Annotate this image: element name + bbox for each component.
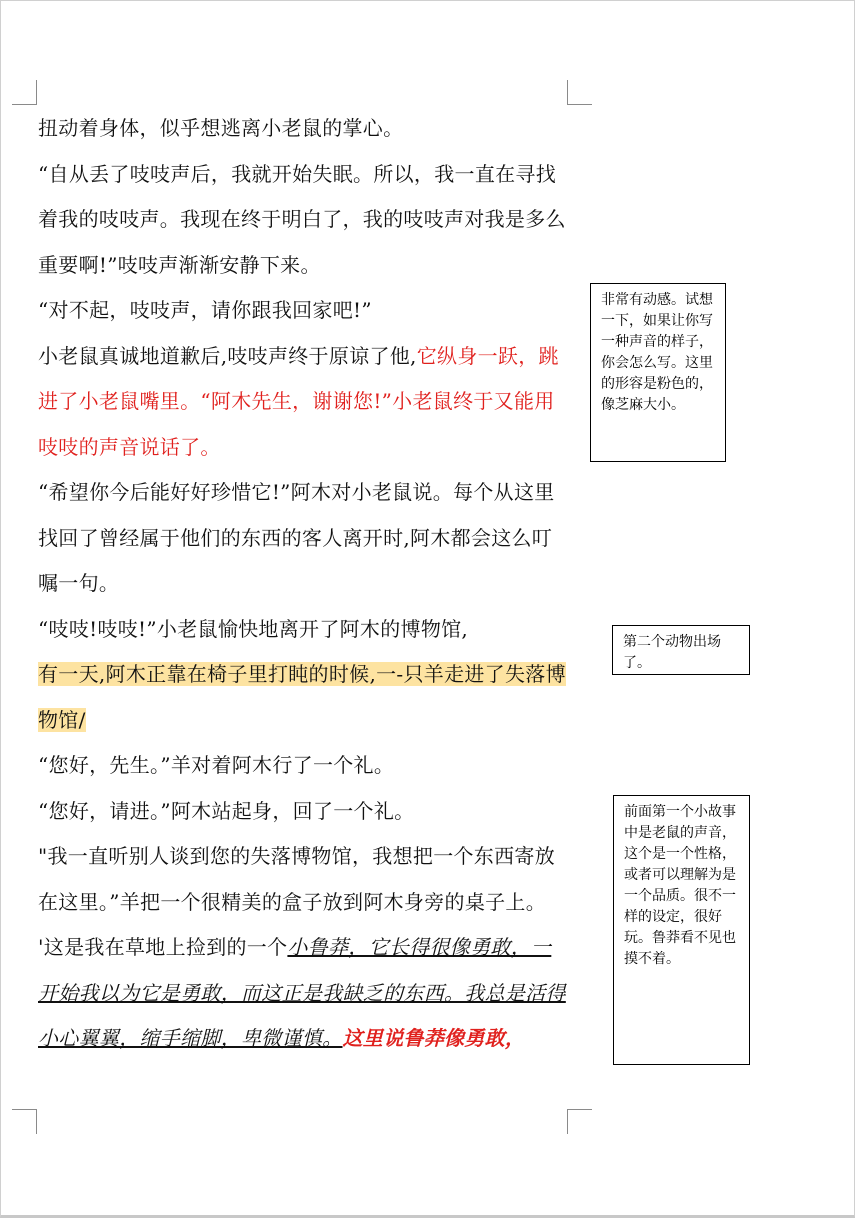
document-body[interactable] [38,106,568,1062]
comment-text: 第二个动物出场了。 [623,634,721,671]
paragraph [38,834,568,925]
red-bold-annotation: 这里说鲁莽像勇敢， [342,1026,526,1050]
paragraph [38,652,568,743]
paragraph [38,152,568,289]
comment-box[interactable] [612,625,750,675]
comment-box[interactable] [613,795,750,1065]
paragraph [38,470,568,607]
paragraph [38,789,568,835]
paragraph [38,288,568,334]
crop-mark-top-left [12,80,37,105]
paragraph-text: “自从丢了吱吱声后，我就开始失眠。所以，我一直在寻找着我的吱吱声。我现在终于明白了，我的吱吱声对我是多么重要啊!”吱吱声渐渐安静下来。 [38,161,566,277]
paragraph [38,106,568,152]
paragraph-text: “您好，请进。”阿木站起身，回了一个礼。 [38,798,415,823]
comment-box[interactable] [590,283,726,462]
paragraph-text: "我一直听别人谈到您的失落博物馆，我想把一个东西寄放在这里。”羊把一个很精美的盒子放到阿木身旁的桌子上。 [38,844,555,914]
crop-mark-top-right [567,80,592,105]
crop-mark-bottom-right [567,1109,592,1134]
paragraph [38,743,568,789]
paragraph-text: “吱吱!吱吱!”小老鼠愉快地离开了阿木的博物馆, [38,616,469,641]
paragraph-text: “您好，先生。”羊对着阿木行了一个礼。 [38,753,395,777]
paragraph [38,334,568,471]
comment-text: 前面第一个小故事中是老鼠的声音，这个是一个性格，或者可以理解为是一个品质。很不一样的设定，很好玩。鲁莽看不见也摸不着。 [624,804,736,967]
paragraph-text: 小老鼠真诚地道歉后,吱吱声终于原谅了他, [38,343,417,368]
underlined-italic-text: 小鲁莽，它长得很像勇敢，一开始我以为它是勇敢，而这正是我缺乏的东西。我总是活得小心翼翼，缩手缩脚，卑微谨慎。 [38,935,566,1050]
paragraph-text: '这是我在草地上捡到的一个 [38,935,288,959]
paragraph [38,607,568,653]
paragraph-text: 扭动着身体，似乎想逃离小老鼠的掌心。 [38,116,404,140]
highlighted-text: 有一天,阿木正靠在椅子里打盹的时候,一-只羊走进了失落博物馆/ [38,662,566,732]
paragraph-text: “对不起，吱吱声，请你跟我回家吧!” [38,298,372,322]
paragraph [38,925,568,1062]
paragraph-text: “希望你今后能好好珍惜它!”阿木对小老鼠说。每个从这里找回了曾经属于他们的东西的客人离开时,阿木都会这么叮嘱一句。 [38,480,555,595]
comment-text: 非常有动感。试想一下，如果让你写一种声音的样子，你会怎么写。这里的形容是粉色的，像芝麻大小。 [601,292,713,413]
crop-mark-bottom-left [12,1109,37,1134]
red-marked-text: 它纵身一跃，跳进了小老鼠嘴里。“阿木先生，谢谢您!”小老鼠终于又能用吱吱的声音说话了。 [38,343,559,459]
